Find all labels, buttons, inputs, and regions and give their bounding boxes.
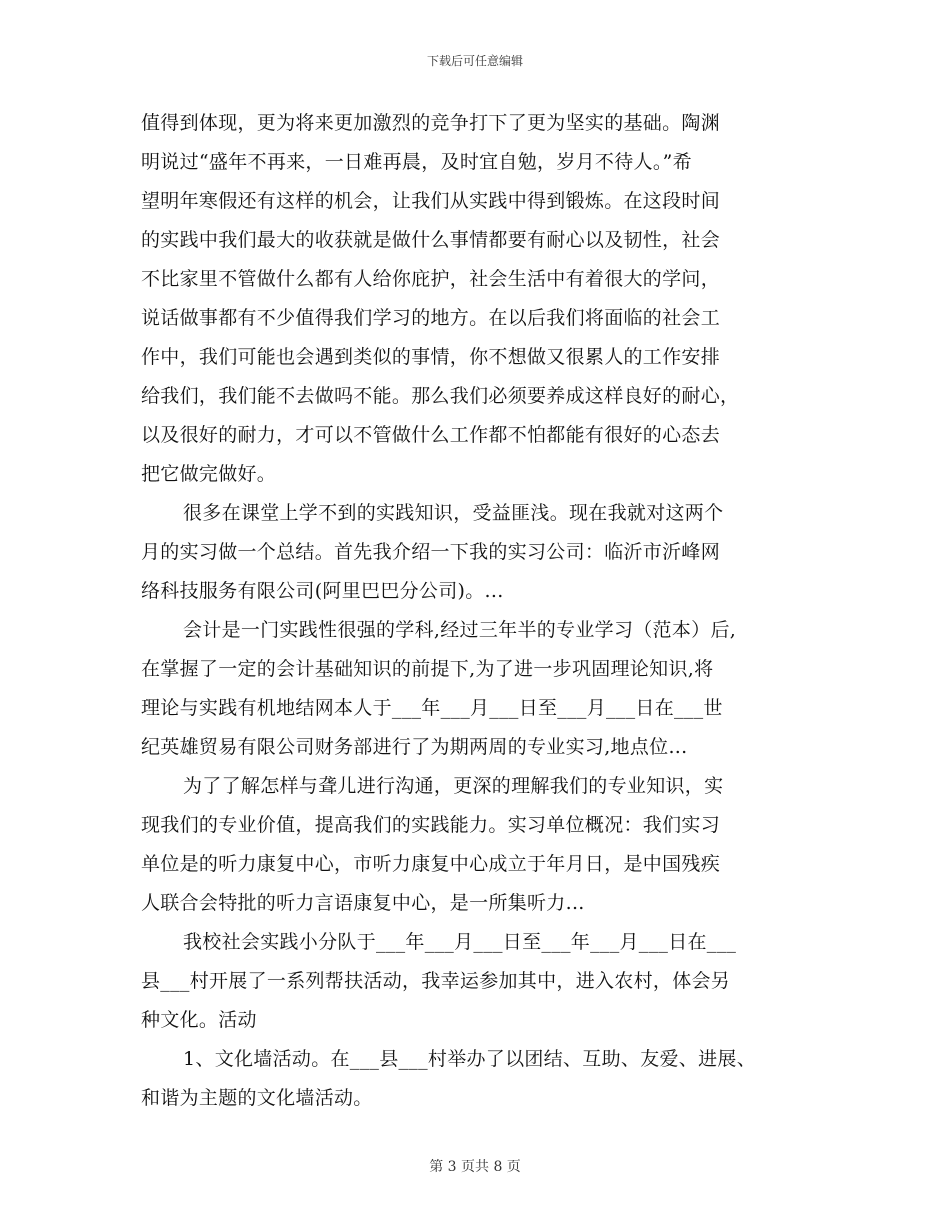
text-line: 给我们，我们能不去做吗不能。那么我们必须要养成这样良好的耐心，: [141, 385, 740, 407]
text-line: 很多在课堂上学不到的实践知识，受益匪浅。现在我就对这两个: [183, 502, 724, 524]
page-footer: 第 3 页共 8 页: [429, 1159, 521, 1175]
text-line: 会计是一门实践性很强的学科,经过三年半的专业学习（范本）后,: [183, 619, 737, 641]
text-line: 说话做事都有不少值得我们学习的地方。在以后我们将面临的社会工: [141, 307, 721, 329]
text-line: 络科技服务有限公司(阿里巴巴分公司)。...: [141, 580, 504, 602]
text-line: 和谐为主题的文化墙活动。: [141, 1087, 373, 1109]
page-header: 下载后可任意编辑: [426, 54, 523, 68]
text-line: 把它做完做好。: [141, 463, 277, 485]
text-line: 1、文化墙活动。在___县___村举办了以团结、互助、友爱、进展、: [183, 1048, 756, 1070]
text-line: 为了了解怎样与聋儿进行沟通，更深的理解我们的专业知识，实: [183, 775, 724, 797]
text-line: 人联合会特批的听力言语康复中心，是一所集听力...: [141, 892, 585, 914]
text-line: 值得到体现，更为将来更加激烈的竞争打下了更为坚实的基础。陶渊: [141, 112, 721, 134]
text-line: 作中，我们可能也会遇到类似的事情，你不想做又很累人的工作安排: [141, 346, 721, 368]
text-line: 我校社会实践小分队于___年___月___日至___年___月___日在___: [183, 931, 737, 953]
text-line: 的实践中我们最大的收获就是做什么事情都要有耐心以及韧性，社会: [141, 229, 721, 251]
text-line: 不比家里不管做什么都有人给你庇护，社会生活中有着很大的学问，: [141, 268, 721, 290]
text-line: 望明年寒假还有这样的机会，让我们从实践中得到锻炼。在这段时间: [141, 190, 721, 212]
text-line: 月的实习做一个总结。首先我介绍一下我的实习公司：临沂市沂峰网: [141, 541, 721, 563]
text-line: 明说过“盛年不再来，一日难再晨，及时宜自勉，岁月不待人。”希: [141, 151, 692, 173]
text-line: 纪英雄贸易有限公司财务部进行了为期两周的专业实习,地点位...: [141, 736, 688, 758]
text-line: 以及很好的耐力，才可以不管做什么工作都不怕都能有很好的心态去: [141, 424, 721, 446]
text-line: 单位是的听力康复中心，市听力康复中心成立于年月日，是中国残疾: [141, 853, 721, 875]
text-line: 现我们的专业价值，提高我们的实践能力。实习单位概况：我们实习: [141, 814, 721, 836]
document-body: [141, 104, 821, 1118]
text-line: 县___村开展了一系列帮扶活动，我幸运参加其中，进入农村，体会另: [141, 970, 731, 992]
text-line: 种文化。活动: [141, 1009, 257, 1031]
text-line: 在掌握了一定的会计基础知识的前提下,为了进一步巩固理论知识,将: [141, 658, 714, 680]
text-line: 理论与实践有机地结网本人于___年___月___日至___月___日在___世: [141, 697, 723, 719]
